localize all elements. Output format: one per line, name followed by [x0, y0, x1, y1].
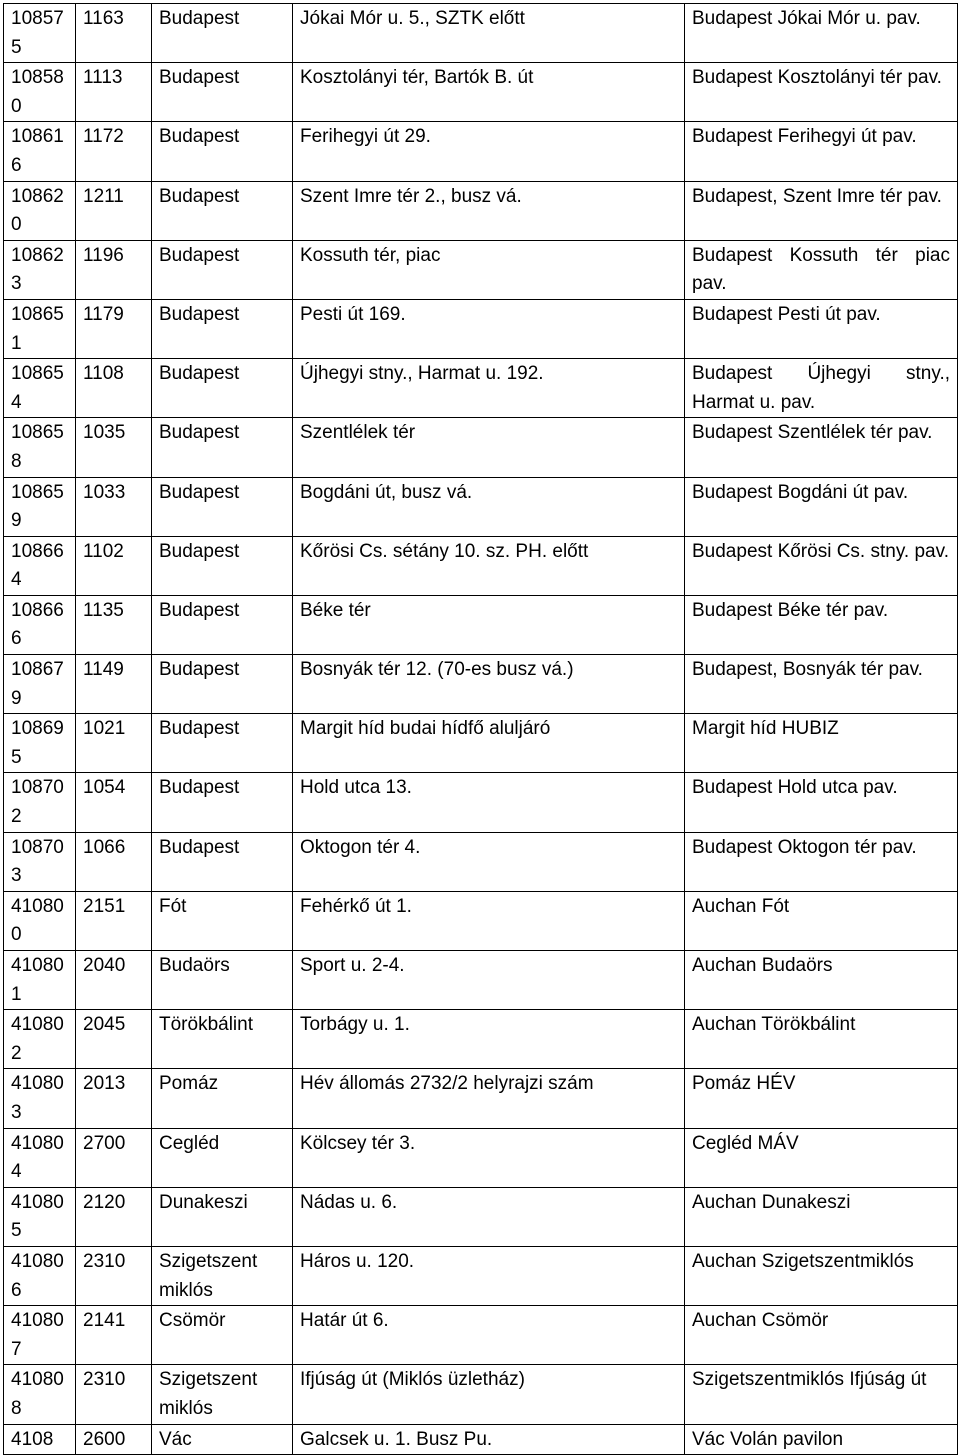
city-cell: Budapest: [152, 418, 293, 477]
table-row: [4, 477, 958, 536]
postal-code-cell: 2013: [76, 1069, 152, 1128]
table-row: [4, 63, 958, 122]
city-cell: Budapest: [152, 63, 293, 122]
postal-code-cell: 2141: [76, 1306, 152, 1365]
table-row: [4, 299, 958, 358]
table-row: [4, 1246, 958, 1305]
table-row: [4, 181, 958, 240]
city-cell: Budapest: [152, 477, 293, 536]
city-cell: Törökbálint: [152, 1010, 293, 1069]
postal-code-cell: 1135: [76, 595, 152, 654]
postal-code-cell: 1033: [76, 477, 152, 536]
city-cell: Budapest: [152, 536, 293, 595]
row-id-cell: 108679: [4, 655, 76, 714]
location-name-cell: Budapest Kosztolányi tér pav.: [685, 63, 958, 122]
table-row: [4, 240, 958, 299]
table-row: [4, 773, 958, 832]
table-row: [4, 1365, 958, 1424]
table-row: [4, 1424, 958, 1455]
row-id-cell: 108620: [4, 181, 76, 240]
address-cell: Jókai Mór u. 5., SZTK előtt: [293, 4, 685, 63]
city-cell: Szigetszent miklós: [152, 1365, 293, 1424]
postal-code-cell: 1108: [76, 359, 152, 418]
row-id-cell: 4108: [4, 1424, 76, 1455]
city-cell: Budapest: [152, 773, 293, 832]
address-cell: Bosnyák tér 12. (70-es busz vá.): [293, 655, 685, 714]
postal-code-cell: 2045: [76, 1010, 152, 1069]
row-id-cell: 108702: [4, 773, 76, 832]
location-name-cell: Budapest Pesti út pav.: [685, 299, 958, 358]
city-cell: Budapest: [152, 595, 293, 654]
table-row: [4, 1128, 958, 1187]
location-name-cell: Auchan Törökbálint: [685, 1010, 958, 1069]
address-cell: Határ út 6.: [293, 1306, 685, 1365]
location-name-cell: Auchan Budaörs: [685, 951, 958, 1010]
postal-code-cell: 2310: [76, 1365, 152, 1424]
row-id-cell: 108616: [4, 122, 76, 181]
postal-code-cell: 1113: [76, 63, 152, 122]
location-name-cell: Budapest Kossuth tér piac pav.: [685, 240, 958, 299]
row-id-cell: 108703: [4, 832, 76, 891]
postal-code-cell: 2151: [76, 891, 152, 950]
table-row: [4, 951, 958, 1010]
row-id-cell: 108664: [4, 536, 76, 595]
row-id-cell: 108623: [4, 240, 76, 299]
row-id-cell: 410802: [4, 1010, 76, 1069]
address-cell: Oktogon tér 4.: [293, 832, 685, 891]
postal-code-cell: 1211: [76, 181, 152, 240]
address-cell: Kossuth tér, piac: [293, 240, 685, 299]
table-row: [4, 418, 958, 477]
city-cell: Budapest: [152, 832, 293, 891]
address-cell: Ferihegyi út 29.: [293, 122, 685, 181]
city-cell: Budapest: [152, 181, 293, 240]
address-cell: Fehérkő út 1.: [293, 891, 685, 950]
table-row: [4, 1010, 958, 1069]
location-name-cell: Vác Volán pavilon: [685, 1424, 958, 1455]
city-cell: Pomáz: [152, 1069, 293, 1128]
table-row: [4, 1069, 958, 1128]
location-name-cell: Pomáz HÉV: [685, 1069, 958, 1128]
address-cell: Háros u. 120.: [293, 1246, 685, 1305]
table-row: [4, 536, 958, 595]
city-cell: Vác: [152, 1424, 293, 1455]
city-cell: Budapest: [152, 359, 293, 418]
location-name-cell: Budapest Szentlélek tér pav.: [685, 418, 958, 477]
city-cell: Budapest: [152, 4, 293, 63]
postal-code-cell: 1149: [76, 655, 152, 714]
postal-code-cell: 1179: [76, 299, 152, 358]
address-cell: Kölcsey tér 3.: [293, 1128, 685, 1187]
postal-code-cell: 2040: [76, 951, 152, 1010]
row-id-cell: 410801: [4, 951, 76, 1010]
city-cell: Budaörs: [152, 951, 293, 1010]
postal-code-cell: 1035: [76, 418, 152, 477]
postal-code-cell: 2700: [76, 1128, 152, 1187]
location-name-cell: Budapest Bogdáni út pav.: [685, 477, 958, 536]
row-id-cell: 410806: [4, 1246, 76, 1305]
address-cell: Szentlélek tér: [293, 418, 685, 477]
address-cell: Kőrösi Cs. sétány 10. sz. PH. előtt: [293, 536, 685, 595]
postal-code-cell: 1102: [76, 536, 152, 595]
row-id-cell: 410803: [4, 1069, 76, 1128]
location-name-cell: Budapest Jókai Mór u. pav.: [685, 4, 958, 63]
city-cell: Cegléd: [152, 1128, 293, 1187]
table-row: [4, 122, 958, 181]
address-cell: Margit híd budai hídfő aluljáró: [293, 714, 685, 773]
postal-code-cell: 2600: [76, 1424, 152, 1455]
city-cell: Budapest: [152, 299, 293, 358]
location-name-cell: Budapest Újhegyi stny., Harmat u. pav.: [685, 359, 958, 418]
city-cell: Fót: [152, 891, 293, 950]
location-name-cell: Auchan Fót: [685, 891, 958, 950]
row-id-cell: 108575: [4, 4, 76, 63]
table-row: [4, 714, 958, 773]
location-table: [3, 3, 958, 1455]
address-cell: Torbágy u. 1.: [293, 1010, 685, 1069]
row-id-cell: 108666: [4, 595, 76, 654]
postal-code-cell: 1163: [76, 4, 152, 63]
location-name-cell: Budapest Kőrösi Cs. stny. pav.: [685, 536, 958, 595]
table-row: [4, 832, 958, 891]
address-cell: Kosztolányi tér, Bartók B. út: [293, 63, 685, 122]
location-name-cell: Szigetszentmiklós Ifjúság út: [685, 1365, 958, 1424]
location-name-cell: Budapest, Bosnyák tér pav.: [685, 655, 958, 714]
city-cell: Budapest: [152, 122, 293, 181]
row-id-cell: 108654: [4, 359, 76, 418]
table-row: [4, 1187, 958, 1246]
table-row: [4, 595, 958, 654]
postal-code-cell: 1054: [76, 773, 152, 832]
table-row: [4, 891, 958, 950]
table-row: [4, 4, 958, 63]
row-id-cell: 410805: [4, 1187, 76, 1246]
location-name-cell: Budapest, Szent Imre tér pav.: [685, 181, 958, 240]
address-cell: Hold utca 13.: [293, 773, 685, 832]
postal-code-cell: 1196: [76, 240, 152, 299]
location-name-cell: Margit híd HUBIZ: [685, 714, 958, 773]
table-body: [4, 4, 958, 1455]
postal-code-cell: 1021: [76, 714, 152, 773]
location-name-cell: Budapest Béke tér pav.: [685, 595, 958, 654]
city-cell: Szigetszent miklós: [152, 1246, 293, 1305]
address-cell: Bogdáni út, busz vá.: [293, 477, 685, 536]
address-cell: Újhegyi stny., Harmat u. 192.: [293, 359, 685, 418]
location-name-cell: Auchan Dunakeszi: [685, 1187, 958, 1246]
row-id-cell: 108651: [4, 299, 76, 358]
postal-code-cell: 1172: [76, 122, 152, 181]
row-id-cell: 410804: [4, 1128, 76, 1187]
location-name-cell: Budapest Hold utca pav.: [685, 773, 958, 832]
location-name-cell: Auchan Szigetszentmiklós: [685, 1246, 958, 1305]
postal-code-cell: 2120: [76, 1187, 152, 1246]
location-name-cell: Budapest Ferihegyi út pav.: [685, 122, 958, 181]
address-cell: Béke tér: [293, 595, 685, 654]
city-cell: Dunakeszi: [152, 1187, 293, 1246]
location-name-cell: Budapest Oktogon tér pav.: [685, 832, 958, 891]
location-name-cell: Auchan Csömör: [685, 1306, 958, 1365]
address-cell: Szent Imre tér 2., busz vá.: [293, 181, 685, 240]
address-cell: Sport u. 2-4.: [293, 951, 685, 1010]
table-row: [4, 1306, 958, 1365]
location-name-cell: Cegléd MÁV: [685, 1128, 958, 1187]
row-id-cell: 108659: [4, 477, 76, 536]
postal-code-cell: 1066: [76, 832, 152, 891]
table-row: [4, 359, 958, 418]
address-cell: Ifjúság út (Miklós üzletház): [293, 1365, 685, 1424]
postal-code-cell: 2310: [76, 1246, 152, 1305]
city-cell: Budapest: [152, 240, 293, 299]
city-cell: Csömör: [152, 1306, 293, 1365]
row-id-cell: 410808: [4, 1365, 76, 1424]
row-id-cell: 108658: [4, 418, 76, 477]
address-cell: Hév állomás 2732/2 helyrajzi szám: [293, 1069, 685, 1128]
row-id-cell: 410800: [4, 891, 76, 950]
table-row: [4, 655, 958, 714]
row-id-cell: 108695: [4, 714, 76, 773]
row-id-cell: 410807: [4, 1306, 76, 1365]
address-cell: Nádas u. 6.: [293, 1187, 685, 1246]
address-cell: Pesti út 169.: [293, 299, 685, 358]
city-cell: Budapest: [152, 655, 293, 714]
row-id-cell: 108580: [4, 63, 76, 122]
city-cell: Budapest: [152, 714, 293, 773]
address-cell: Galcsek u. 1. Busz Pu.: [293, 1424, 685, 1455]
